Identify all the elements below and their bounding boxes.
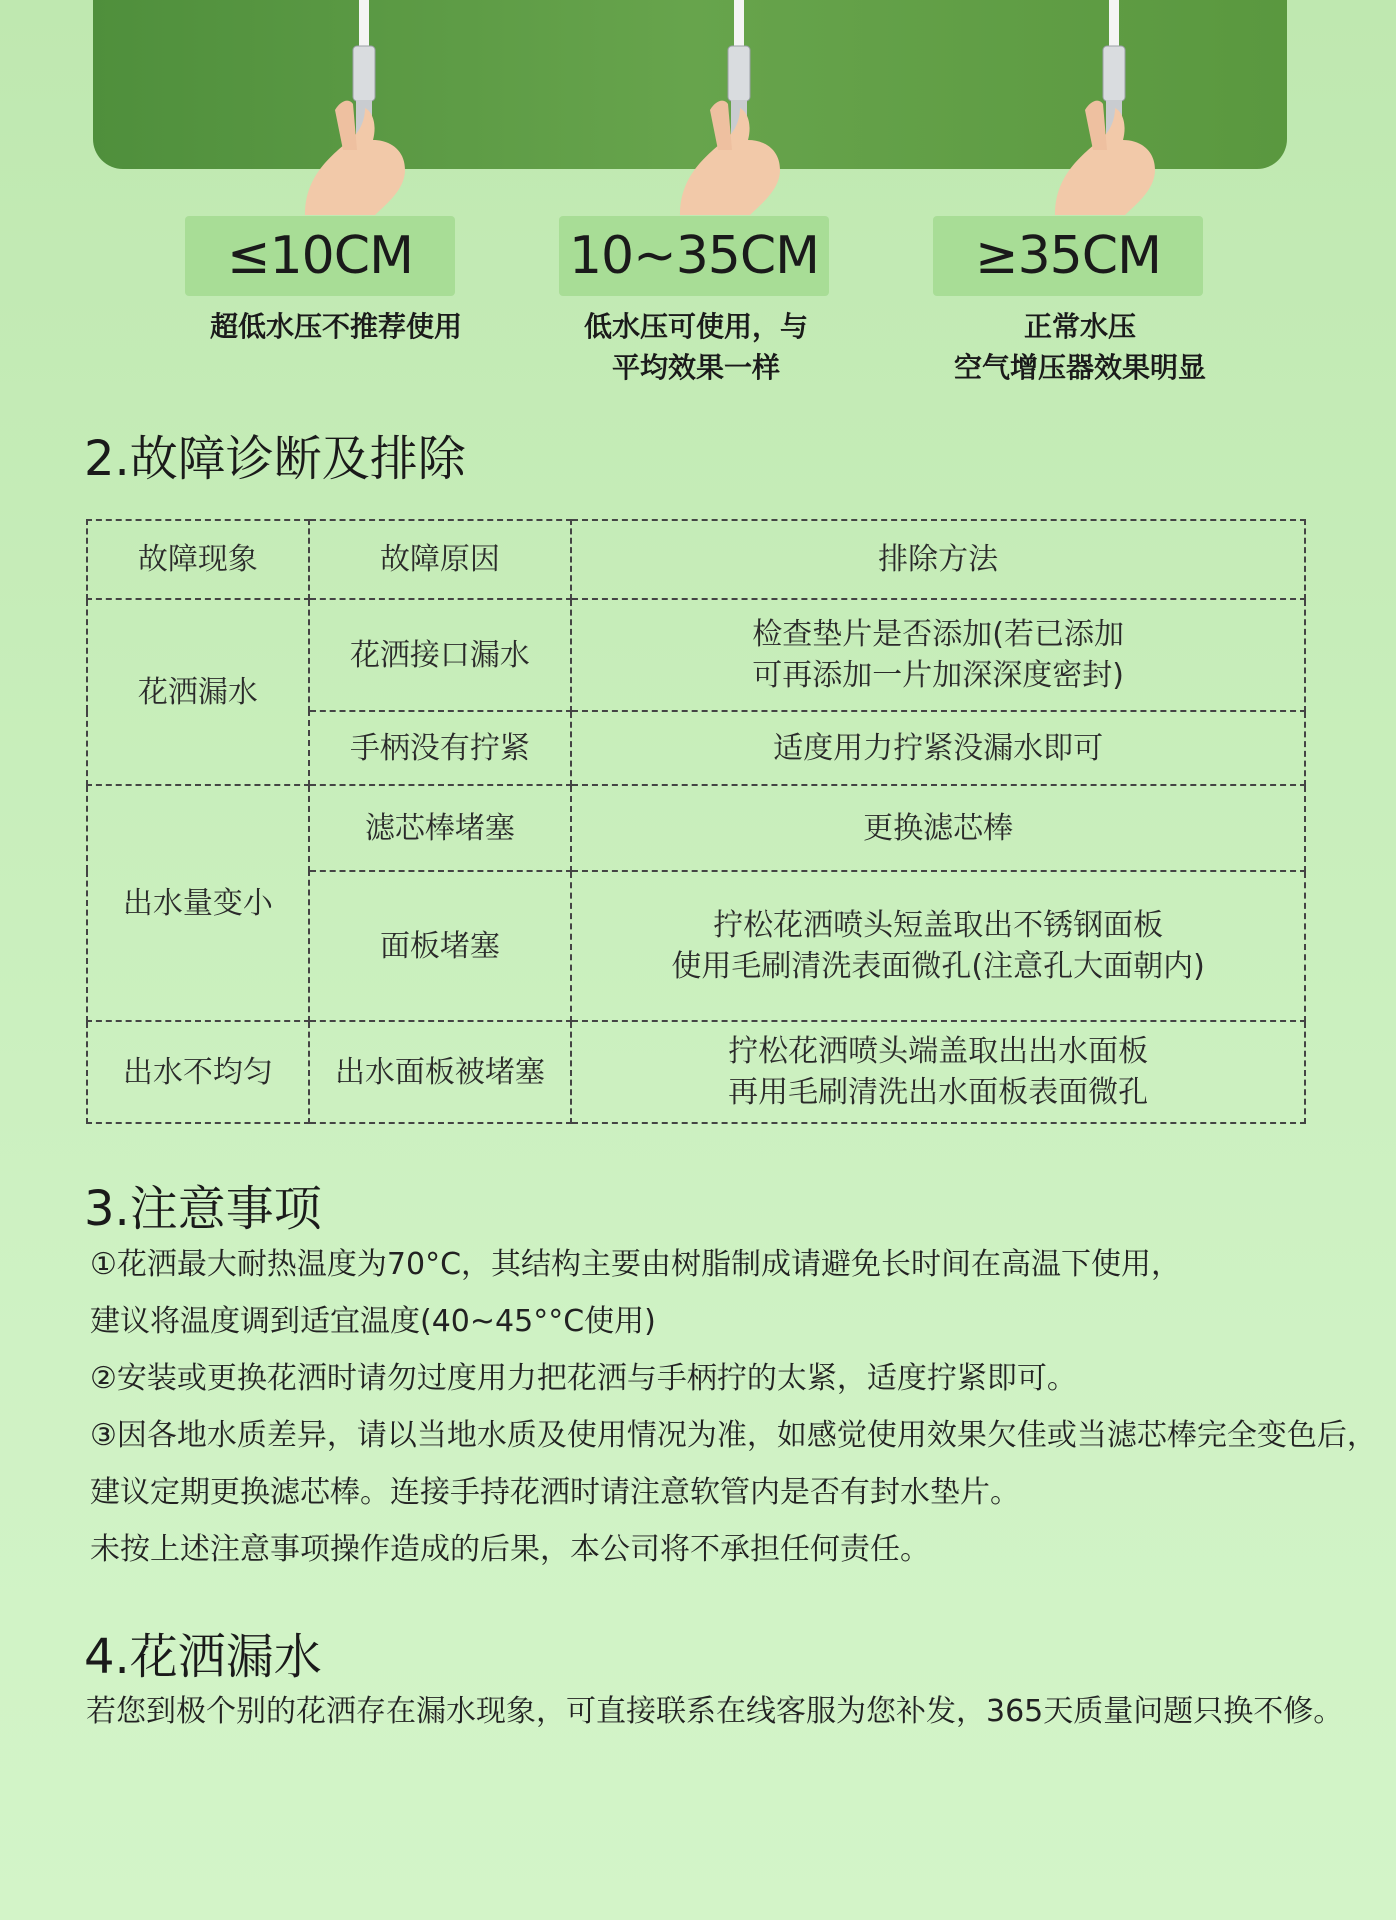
cause-cell: 面板堵塞 — [309, 871, 572, 1021]
table-header-row — [87, 520, 1305, 599]
leak-policy-text: 若您到极个别的花洒存在漏水现象，可直接联系在线客服为您补发，365天质量问题只换不修。 — [86, 1694, 1344, 1729]
symptom-cell: 出水量变小 — [87, 785, 309, 1021]
table-row — [87, 1021, 1305, 1123]
pressure-caption-low: 超低水压不推荐使用 — [209, 310, 462, 343]
fix-cell: 检查垫片是否添加(若已添加 可再添加一片加深深度密封) — [571, 599, 1305, 711]
pressure-caption-high: 正常水压 空气增压器效果明显 — [953, 310, 1206, 384]
header-symptom: 故障现象 — [87, 520, 309, 599]
cause-cell: 手柄没有拧紧 — [309, 711, 572, 785]
hand-holding-shower-icon — [1015, 0, 1195, 215]
symptom-cell: 出水不均匀 — [87, 1021, 309, 1123]
fix-cell: 更换滤芯棒 — [571, 785, 1305, 871]
cause-cell: 出水面板被堵塞 — [309, 1021, 572, 1123]
section-title-troubleshooting: 2.故障诊断及排除 — [84, 431, 466, 487]
header-cause: 故障原因 — [309, 520, 572, 599]
note-line: 未按上述注意事项操作造成的后果，本公司将不承担任何责任。 — [90, 1532, 930, 1567]
table-row — [87, 785, 1305, 871]
symptom-cell: 花洒漏水 — [87, 599, 309, 785]
note-line: 建议将温度调到适宜温度(40~45°°C使用) — [90, 1304, 656, 1339]
section-title-leak: 4.花洒漏水 — [84, 1629, 322, 1685]
table-row — [87, 599, 1305, 711]
hand-holding-shower-icon — [640, 0, 820, 215]
note-line: ②安装或更换花洒时请勿过度用力把花洒与手柄拧的太紧，适度拧紧即可。 — [90, 1361, 1077, 1396]
pressure-caption-mid: 低水压可使用，与 平均效果一样 — [583, 310, 808, 384]
fix-cell: 拧松花洒喷头短盖取出不锈钢面板 使用毛刷清洗表面微孔(注意孔大面朝内) — [571, 871, 1305, 1021]
section-title-notes: 3.注意事项 — [84, 1181, 322, 1237]
pressure-badge-high: ≥35CM — [933, 216, 1203, 296]
header-fix: 排除方法 — [571, 520, 1305, 599]
cause-cell: 花洒接口漏水 — [309, 599, 572, 711]
note-line: ①花洒最大耐热温度为70°C，其结构主要由树脂制成请避免长时间在高温下使用， — [90, 1247, 1182, 1282]
notes-list — [90, 1236, 1380, 1578]
troubleshooting-table — [86, 519, 1306, 1124]
pressure-badge-mid: 10~35CM — [559, 216, 829, 296]
fix-cell: 适度用力拧紧没漏水即可 — [571, 711, 1305, 785]
hand-holding-shower-icon — [265, 0, 445, 215]
fix-cell: 拧松花洒喷头端盖取出出水面板 再用毛刷清洗出水面板表面微孔 — [571, 1021, 1305, 1123]
note-line: ③因各地水质差异，请以当地水质及使用情况为准，如感觉使用效果欠佳或当滤芯棒完全变色后， — [90, 1418, 1377, 1453]
cause-cell: 滤芯棒堵塞 — [309, 785, 572, 871]
note-line: 建议定期更换滤芯棒。连接手持花洒时请注意软管内是否有封水垫片。 — [90, 1475, 1020, 1510]
pressure-badge-low: ≤10CM — [185, 216, 455, 296]
